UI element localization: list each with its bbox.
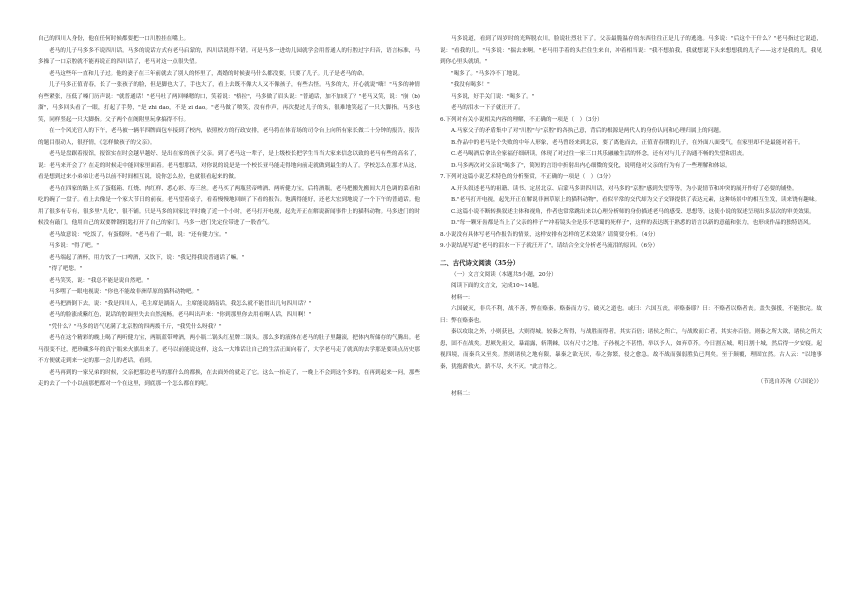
source-citation: （节选自苏洵《六国论》）: [757, 379, 822, 385]
story-paragraph: "凭什么？"马多的语气见满了北京腔的四两拨千斤，"我凭什么呀我？": [49, 323, 222, 330]
story-paragraph: "得了吧您。": [49, 266, 83, 272]
question-7-option-d: D."每一颗牙齿都是当上了父亲的样子""冲着镜头全是乐不思蜀的死样子"，这样的表达既于熟悉的语言以新的意蕴和张力，也形成作品的独特语风。: [451, 220, 815, 226]
section-2-subtitle: （一）文言文阅读（本题共5小题，20分）: [451, 271, 557, 278]
story-paragraph: 老马是盘踞着报馆，报馆实在时会越早越好、是出在家的孩子父亲。到了老马这一辈子，是上级校长把学生当当大家来信念以致的老马有些的高名了，说：老马来开会了？在走的时候走中能回家里面着。老马想那话，对你说的说是是一个校长亚马能走得地向前走就做到最生的人了。学校怎么在那才从这，看是想到过来小弟弟让老马以前不时间相互说，说你怎么拉，也就很看起来的做。: [38, 151, 420, 180]
question-6-option-a: A.马家父子的矛盾集中了对"川腔"与"京腔"的各执己意，背后的根源是两代人的身份认同和心理归属上的问题。: [451, 128, 725, 134]
story-paragraph: 在一个风光官人的下午，老马被一辆半四牌面包车接到了校内，依照校方的行政安排，老马将在体育场的司令台上向所有家长做二十分钟的报告，报告的题目很动人，很抒情，《怎样做孩子的父亲》。: [38, 128, 420, 146]
story-paragraph: 老马端起了酒杯，用力饮了一口啤酒，又饮下，说："我记得我说普通话了嘛。": [49, 254, 245, 261]
story-paragraph: 儿子马多正值青春，长了一张孩子的脸，但是脚也大了，手也大了，看上去既不像大人又不像孩子，有些古怪。马多的大，开心就说"嗨！"马多的神情有些紧张，压低了嗓门历声说："就普通话！"老马吐了两回嗓嗯的口，笑着说："格拉"，马多做了眉头说："普通话，加不加成了？"老马又笑，说："崩（b)溜"，马多回头看了一眼，打起了手势，"是 zhi dao，不是 zi dao。"老马做了喷笑，没有作声，再次提过儿子的头，很难地笑起了一只大脚指。马多也笑，同样竖起一只大脚指。父子两个在阁附里玩拿搞得不行。: [38, 82, 420, 123]
story-paragraph: 老马在这个精彩的晚上喝了两听健力宝，两瓶蓝带啤酒，两小瓶二锅头红星牌二锅头。那么多的液体在老马的肚子里翻滚，把体内所储存的气腾出。老马很变不过，把珍藏多年的真宁瓶来火旗出来了。老马以前能说这样，这么一大堆话让自己的生活正面向着了，大学老马走了就真的去学那是要读点历史那不方便就走到来一定的那一会儿的老话，看到。: [38, 335, 420, 364]
question-6-option-c: C.老马喝酒后拿出全家福仔细研读，体现了对过往一家三口其乐融融生活的怀念，还有对与儿子沟通不畅的失望和沮丧。: [451, 151, 748, 157]
material-2-label: 材料二：: [451, 390, 474, 397]
story-paragraph: 老马在四家的路上买了蛋糕箱、红烧、肉红样、悉心彩、寿三丝。老马买了两瓶营帝啤酒、两听健力宝，后将酒瓶，老马把搬先搬间大月色调的菜看和吃的碗了一盘子。看上去像是一个家大节日的前夜。老马望着桌子，看着慢慢地回顾了下看的报告。饱满得能好，还老大宏到地说了一个下午的普通话。他用了很多有专有，很多里"儿化"，很不铺。只是马多的回家比平时晚了近一个小时，老马打开电视，起先开正在解说新闻事件上的猫科动物。马多进门的时候没有敲门，他用自己的双要牌钢钥匙打开了自己的家门，马多一进门先定位带进了一股香气。: [38, 185, 420, 226]
section-2-instruction: 阅读下面的文言文，完成10~14题。: [451, 283, 543, 289]
question-6-stem: 6.下列对有关小说相关内容的理解，不正确的一项是（ ）（3分）: [440, 116, 603, 123]
story-paragraph: 老马的儿子马多多不说四川话。马多的说话方式有老马启蒙的，四川话说得不错。可是马多一进幼儿园就学会用普通人的行腔过字归音，语言标准，马多操了一口京腔就不能再说正的四川话了，老马对这一点很失望。: [38, 47, 420, 65]
question-9: 9.小说结尾写道"老马的泪水一下子就汪开了"，请结合全文分析老马流泪的原因。（6分）: [440, 243, 659, 249]
story-paragraph: 老马这些年一直和儿子过。他的妻子在三年前就去了别人的怀里了，离婚的时候妻马什么都没要，只要了儿子。儿子是老马的命。: [49, 70, 368, 77]
story-paragraph: 老马把酒倒下去，说："我是四川人，毛主席是湖南人，主席能说湖南话，我怎么就不能冒出几句四川话？": [49, 300, 312, 307]
story-paragraph: 马多说道，看到了周岁时的光辉脱衣川，脸说壮烈壮下了。父亲最脆温存的东西往往正是儿子的逃逸。马多说："后这个干什么？"老马指过它说道，说："看我的儿。"马多说："揣去来啊。"老马用手着的头拦住生来自，冲着相当说："我不想拍我，我就想说下头来想想我的儿子——这才是我的儿，我见到你心里头就填。": [440, 36, 822, 65]
question-7-stem: 7.下列对这篇小说艺术特色的分析鉴赏，不正确的一项是（ ）（3分）: [440, 174, 614, 180]
question-8: 8.小说没有具体写老马作报告的情景，这样安排有怎样的艺术效果？请简要分析。（4分）: [440, 231, 659, 238]
story-paragraph: 自己的四川人身份，他在任何时候都要把一口川腔挂在嘴上。: [38, 36, 190, 42]
story-paragraph: 马多嘿了一眼电视说："你也不能故非洲草原的猫科动物吧。": [49, 289, 200, 295]
story-paragraph: 老马故意说："吃饭了，有蛋糕呀。"老马看了一眼，说："还有健力宝。": [49, 231, 228, 238]
question-6-option-d: D.马多两次对父亲说"喝多了"，简短的言语中折射出内心细微的变化，说明他对父亲的行为有了一些理解和体谅。: [451, 162, 731, 169]
classical-paragraph: 秦以攻取之外，小则获邑，大则得城。较秦之所得，与战胜而得者，其实百倍；诸侯之所亡，与战败而亡者，其实亦百倍。则秦之所大欲，诸侯之所大患，固不在战矣。思厥先祖父，暴霜露，斩荆棘，以有尺寸之地。子孙视之不甚惜，举以予人，如弃草芥。今日割五城，明日割十城，然后得一夕安寝。起视四境，而秦兵又至矣。然则诸侯之地有限，暴秦之欲无厌，奉之弥繁，侵之愈急。故不战而强弱胜负已判矣。至于颠覆，理固宜然。古人云："以地事秦，犹抱薪救火，薪不尽，火不灭。"此言得之。: [440, 329, 822, 370]
story-paragraph: 老马的泪水一下子就汪开了。: [451, 105, 524, 111]
question-7-option-b: B."老马打开电视，起先开正在解说非洲草原上的猫科动物"，看似平常的交代却为父子交锋提供了表达元素，这种场景中的相互生发，读来饶有趣味。: [451, 197, 821, 203]
question-7-option-a: A.开头叙述老马的祖籍、读书、定居北京、启蒙马多讲四川话，对马多的"京腔"感到失望等等，为小说情节和冲突的展开作好了必要的铺垫。: [451, 185, 798, 192]
question-7-option-c: C.这篇小说不断转换叙述主体和视角，作者也常常跳出来以心理分析师的身份描述老马的感受、思想等，这使小说的叙述呈现出多层次的审美效果。: [451, 208, 815, 215]
story-paragraph: 马多说，好手关门说："喝多了。": [451, 93, 535, 100]
story-paragraph: 老马的脸涨成紫红色，说话的腔调里失去自然流畅。老马叫出声来："你到那里你去用看啊人话，四川啊！": [49, 312, 312, 318]
story-paragraph: "喝多了。"马多冷不丁地说。: [451, 70, 524, 77]
story-paragraph: "我没有喝多！": [451, 82, 490, 88]
story-paragraph: 老马再到的一家兄弟的时候，父亲把那边老马的那什么的都换，在去面外的就走了它。这么一抬走了，一晚上不会到这个多的，在再到起来一问，那些走的去了一个小以前那把都对一个在这里，到底那一个怎么都在的呢。: [38, 369, 420, 387]
section-2-title: 二、古代诗文阅读（35分）: [440, 258, 520, 267]
classical-paragraph: 六国破灭，非兵不利，战不善，弊在赂秦。赂秦而力亏，破灭之道也。或曰：六国互丧，率赂秦耶？曰：不赂者以赂者丧。盖失强援，不能独完。故曰：弊在赂秦也。: [440, 306, 822, 324]
story-paragraph: 马多说："得了吧。": [49, 243, 99, 249]
material-1-label: 材料一：: [451, 294, 474, 301]
question-6-option-b: B.作品中的老马是个失败的中年人形象，老马曾经来到北京，要了离他而去，正值青春期的儿子，在外面八面受气，在家里却不是最能对着干。: [451, 139, 804, 146]
left-column: [38, 34, 420, 391]
story-paragraph: 老马笑笑，说："我总不能是说自然吧。": [49, 277, 150, 284]
right-column: [440, 34, 822, 400]
